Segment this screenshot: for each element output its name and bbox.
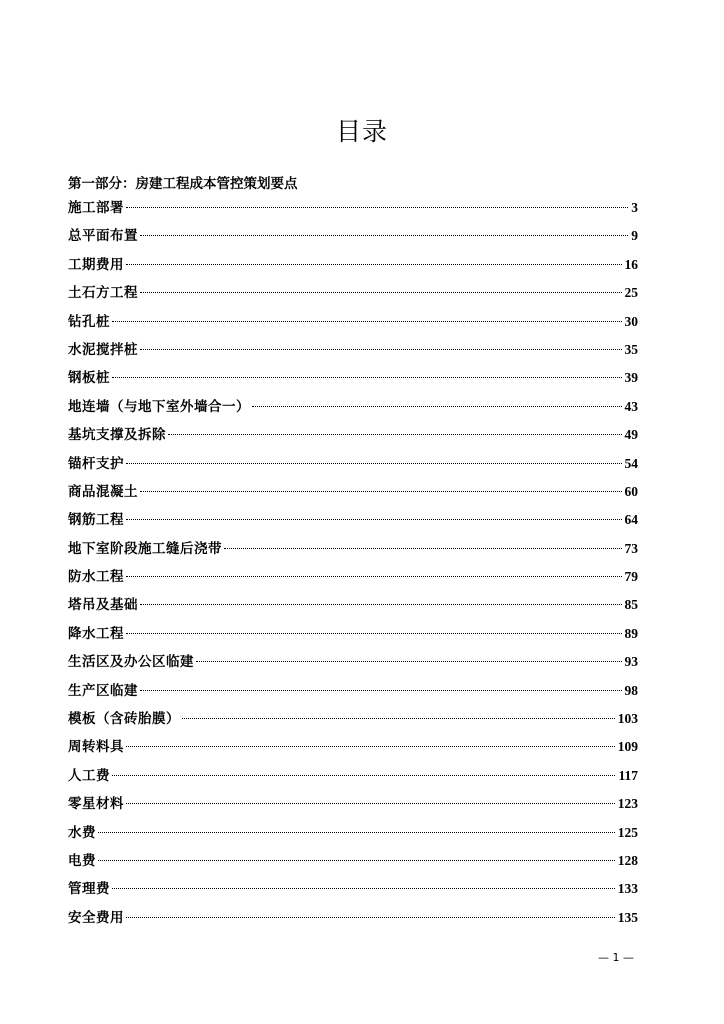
toc-entry[interactable] xyxy=(68,850,638,878)
toc-entry-label: 生活区及办公区临建 xyxy=(68,654,194,671)
toc-entry[interactable] xyxy=(68,453,638,481)
toc-entry-label: 地下室阶段施工缝后浇带 xyxy=(68,540,222,557)
toc-entry[interactable] xyxy=(68,509,638,537)
toc-entry-label: 施工部署 xyxy=(68,200,124,216)
toc-entry[interactable] xyxy=(68,651,638,679)
dot-leader xyxy=(182,718,615,719)
dot-leader xyxy=(224,548,622,549)
toc-entry[interactable] xyxy=(68,907,638,935)
toc-entry[interactable] xyxy=(68,225,638,253)
dot-leader xyxy=(126,519,622,520)
dot-leader xyxy=(140,690,622,691)
toc-entry-label: 商品混凝土 xyxy=(68,483,138,500)
toc-entry-label: 锚杆支护 xyxy=(68,455,124,472)
toc-entry[interactable] xyxy=(68,367,638,395)
toc-entry-page-number: 79 xyxy=(624,569,638,585)
toc-entry[interactable] xyxy=(68,197,638,225)
toc-entry-page-number: 25 xyxy=(624,285,638,301)
toc-entry-label: 周转料具 xyxy=(68,739,124,756)
toc-entry[interactable] xyxy=(68,736,638,764)
dot-leader xyxy=(112,888,615,889)
toc-entry-page-number: 103 xyxy=(617,711,638,727)
toc-entry-label: 钢筋工程 xyxy=(68,512,124,529)
dot-leader xyxy=(126,746,615,747)
dot-leader xyxy=(126,264,622,265)
dot-leader xyxy=(168,434,622,435)
toc-entry[interactable] xyxy=(68,282,638,310)
dot-leader xyxy=(98,832,615,833)
toc-entry-label: 降水工程 xyxy=(68,625,124,642)
toc-entry-label: 水费 xyxy=(68,824,96,841)
toc-entry[interactable] xyxy=(68,708,638,736)
toc-entry[interactable] xyxy=(68,680,638,708)
toc-entry-label: 工期费用 xyxy=(68,256,124,273)
toc-entry-label: 水泥搅拌桩 xyxy=(68,341,138,358)
dot-leader xyxy=(126,576,622,577)
toc-entry-label: 人工费 xyxy=(68,767,110,784)
toc-entry-page-number: 39 xyxy=(624,370,638,386)
toc-entry-label: 防水工程 xyxy=(68,569,124,586)
toc-entry-label: 安全费用 xyxy=(68,909,124,926)
toc-entry-label: 塔吊及基础 xyxy=(68,597,138,614)
toc-entry-page-number: 73 xyxy=(624,540,638,556)
toc-entry-label: 基坑支撑及拆除 xyxy=(68,427,166,444)
toc-entry-page-number: 98 xyxy=(624,682,638,698)
toc-entry[interactable] xyxy=(68,594,638,622)
toc-entry-label: 土石方工程 xyxy=(68,285,138,302)
toc-entry-page-number: 128 xyxy=(617,852,638,868)
toc-entry-page-number: 43 xyxy=(624,398,638,414)
toc-entry[interactable] xyxy=(68,424,638,452)
toc-entry[interactable] xyxy=(68,822,638,850)
toc-entry-page-number: 93 xyxy=(624,654,638,670)
toc-entry-page-number: 49 xyxy=(624,427,638,443)
dot-leader xyxy=(126,463,622,464)
toc-entry-page-number: 60 xyxy=(624,483,638,499)
toc-entry-page-number: 9 xyxy=(631,228,638,244)
toc-entry[interactable] xyxy=(68,481,638,509)
toc-entry[interactable] xyxy=(68,566,638,594)
toc-entry-label: 生产区临建 xyxy=(68,682,138,699)
dot-leader xyxy=(112,321,622,322)
table-of-contents xyxy=(68,197,638,935)
toc-entry[interactable] xyxy=(68,538,638,566)
page-title: 目录 xyxy=(335,117,388,146)
toc-entry-page-number: 123 xyxy=(617,796,638,812)
toc-entry[interactable] xyxy=(68,878,638,906)
toc-entry-page-number: 89 xyxy=(624,625,638,641)
dot-leader xyxy=(112,775,615,776)
dot-leader xyxy=(126,917,615,918)
toc-entry-page-number: 64 xyxy=(624,512,638,528)
toc-entry-page-number: 16 xyxy=(624,256,638,272)
toc-entry-label: 钻孔桩 xyxy=(68,313,110,330)
dot-leader xyxy=(140,604,622,605)
toc-entry-page-number: 125 xyxy=(617,824,638,840)
dot-leader xyxy=(140,491,622,492)
dot-leader xyxy=(252,406,622,407)
toc-entry-label: 钢板桩 xyxy=(68,370,110,387)
toc-entry-page-number: 85 xyxy=(624,597,638,613)
toc-entry[interactable] xyxy=(68,765,638,793)
dot-leader xyxy=(126,803,615,804)
toc-entry[interactable] xyxy=(68,793,638,821)
toc-entry[interactable] xyxy=(68,396,638,424)
toc-entry-label: 电费 xyxy=(68,852,96,869)
toc-entry-label: 总平面布置 xyxy=(68,228,138,245)
dot-leader xyxy=(196,661,622,662)
dot-leader xyxy=(140,349,622,350)
toc-entry[interactable] xyxy=(68,339,638,367)
dot-leader xyxy=(140,235,628,236)
dot-leader xyxy=(140,292,622,293)
page-number-footer: — 1 — xyxy=(598,951,634,964)
dot-leader xyxy=(126,207,628,208)
toc-entry[interactable] xyxy=(68,623,638,651)
toc-entry-page-number: 35 xyxy=(624,341,638,357)
section-heading: 第一部分：房建工程成本管控策划要点 xyxy=(68,176,298,192)
toc-entry[interactable] xyxy=(68,254,638,282)
toc-entry-page-number: 3 xyxy=(631,200,638,215)
toc-entry-page-number: 30 xyxy=(624,313,638,329)
toc-entry[interactable] xyxy=(68,311,638,339)
toc-entry-label: 零星材料 xyxy=(68,796,124,813)
dot-leader xyxy=(112,377,622,378)
toc-entry-label: 模板（含砖胎膜） xyxy=(68,711,180,728)
toc-entry-page-number: 135 xyxy=(617,909,638,925)
toc-entry-page-number: 133 xyxy=(617,881,638,897)
dot-leader xyxy=(126,633,622,634)
toc-entry-label: 地连墙（与地下室外墙合一） xyxy=(68,398,250,415)
dot-leader xyxy=(98,860,615,861)
toc-entry-page-number: 54 xyxy=(624,455,638,471)
toc-entry-label: 管理费 xyxy=(68,881,110,898)
toc-entry-page-number: 109 xyxy=(617,739,638,755)
toc-entry-page-number: 117 xyxy=(618,767,638,783)
